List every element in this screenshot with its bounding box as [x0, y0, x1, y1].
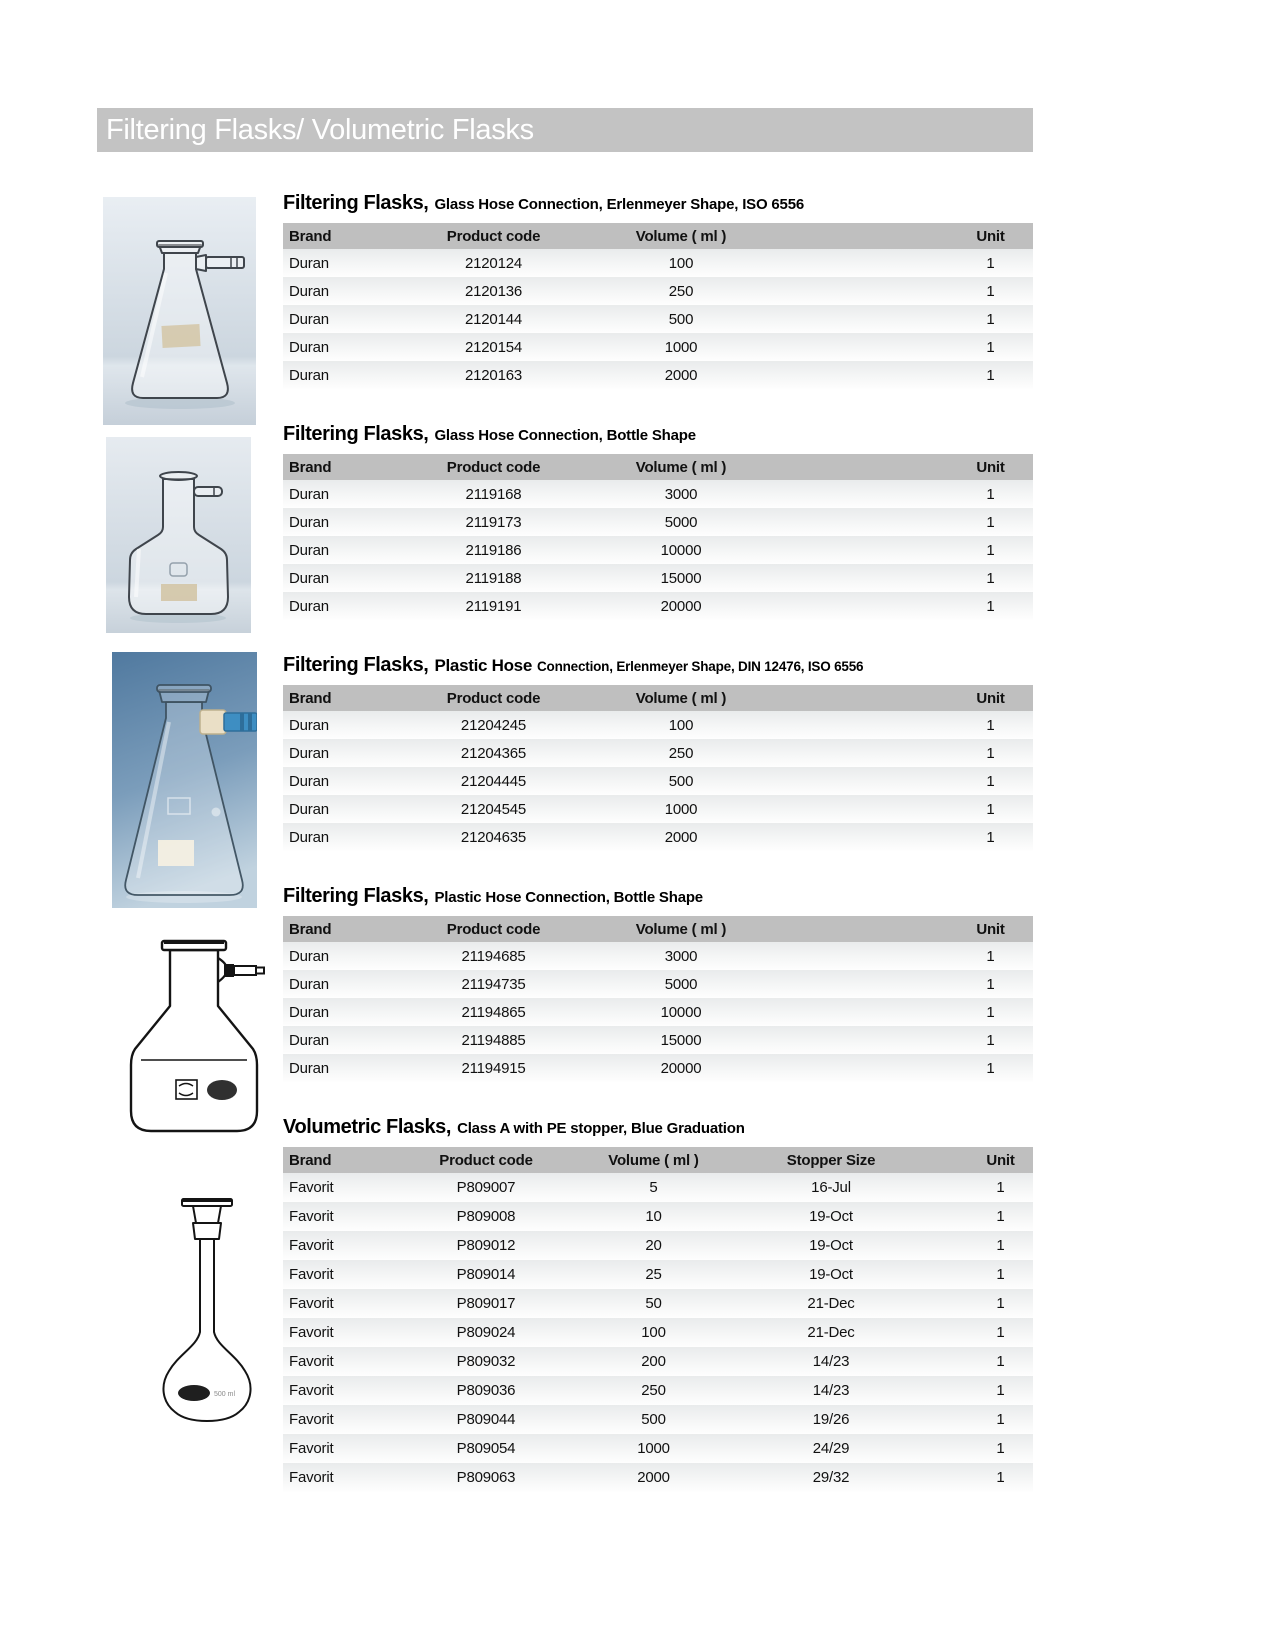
cell-spacer: [926, 1260, 968, 1289]
table-row: [283, 564, 1033, 592]
table-cell: 1: [948, 767, 1033, 795]
table-cell: Duran: [283, 942, 401, 970]
section-heading-main: Filtering Flasks,: [283, 192, 429, 214]
column-header: Brand: [283, 454, 401, 480]
table-cell: Duran: [283, 998, 401, 1026]
section-heading-sub: Plastic Hose Connection, Bottle Shape: [434, 889, 703, 906]
table-cell: 1000: [586, 795, 776, 823]
table-cell: 2000: [571, 1463, 736, 1492]
table-cell: Duran: [283, 305, 401, 333]
cell-spacer: [926, 1202, 968, 1231]
cell-spacer: [776, 1026, 948, 1054]
table-row: [283, 1289, 1033, 1318]
page-title: Filtering Flasks/ Volumetric Flasks: [106, 113, 534, 146]
section-heading-mid: Plastic Hose: [434, 656, 532, 675]
column-header: Product code: [401, 1147, 571, 1173]
table-row: [283, 970, 1033, 998]
table-row: [283, 1173, 1033, 1202]
table-cell: 21204245: [401, 711, 586, 739]
table-cell: Duran: [283, 711, 401, 739]
table-header-row: [283, 1147, 1033, 1173]
table-cell: 21194685: [401, 942, 586, 970]
column-header: Volume ( ml ): [586, 454, 776, 480]
table-cell: 24/29: [736, 1434, 926, 1463]
table-row: [283, 998, 1033, 1026]
table-cell: 25: [571, 1260, 736, 1289]
table-cell: 1: [968, 1376, 1033, 1405]
table-header-row: [283, 916, 1033, 942]
table-cell: 1: [948, 480, 1033, 508]
column-header: Volume ( ml ): [571, 1147, 736, 1173]
table-cell: P809054: [401, 1434, 571, 1463]
flask-label: [161, 324, 200, 348]
table-cell: Duran: [283, 361, 401, 389]
table-cell: P809024: [401, 1318, 571, 1347]
table-cell: 19-Oct: [736, 1231, 926, 1260]
section-heading-main: Volumetric Flasks,: [283, 1116, 452, 1138]
column-spacer: [776, 454, 948, 480]
table-cell: Duran: [283, 739, 401, 767]
table-cell: P809032: [401, 1347, 571, 1376]
column-header: Unit: [948, 454, 1033, 480]
cell-spacer: [776, 942, 948, 970]
table-cell: Duran: [283, 795, 401, 823]
cell-spacer: [926, 1347, 968, 1376]
table-cell: 3000: [586, 942, 776, 970]
flask-label: [158, 840, 194, 866]
cell-spacer: [926, 1289, 968, 1318]
section-heading: [283, 883, 1033, 910]
table-cell: 2120144: [401, 305, 586, 333]
table-cell: 15000: [586, 1026, 776, 1054]
section-heading: [283, 190, 1033, 217]
table-cell: P809008: [401, 1202, 571, 1231]
table-row: [283, 333, 1033, 361]
table-cell: 10: [571, 1202, 736, 1231]
table-cell: 1: [948, 739, 1033, 767]
table-cell: 1: [968, 1260, 1033, 1289]
cell-spacer: [926, 1318, 968, 1347]
table-cell: 29/32: [736, 1463, 926, 1492]
cell-spacer: [926, 1405, 968, 1434]
cell-spacer: [776, 333, 948, 361]
table-cell: 500: [586, 305, 776, 333]
volumetric-flask-drawing: [148, 1192, 266, 1427]
table-cell: 1000: [586, 333, 776, 361]
filtering-flask-glass-erlenmeyer-photo: [103, 197, 256, 425]
table-cell: 1: [948, 998, 1033, 1026]
cell-spacer: [776, 795, 948, 823]
hose-barb-ridge: [248, 713, 252, 731]
table-header-row: [283, 685, 1033, 711]
table-row: [283, 942, 1033, 970]
table-cell: 1: [968, 1434, 1033, 1463]
table-cell: 1: [948, 564, 1033, 592]
table-cell: P809012: [401, 1231, 571, 1260]
table-cell: 2000: [586, 823, 776, 851]
table-cell: Favorit: [283, 1434, 401, 1463]
table-cell: Duran: [283, 970, 401, 998]
table-cell: 1: [948, 333, 1033, 361]
cell-spacer: [776, 739, 948, 767]
table-cell: P809017: [401, 1289, 571, 1318]
glass-hose-arm: [206, 257, 244, 268]
table-row: [283, 1463, 1033, 1492]
table-cell: Favorit: [283, 1202, 401, 1231]
pe-stopper-stem: [193, 1206, 221, 1223]
table-cell: 2120136: [401, 277, 586, 305]
table-cell: 19-Oct: [736, 1260, 926, 1289]
table-row: [283, 1231, 1033, 1260]
oval-logo-mark: [207, 1080, 237, 1100]
table-cell: 1: [948, 1054, 1033, 1082]
table-cell: Duran: [283, 480, 401, 508]
section-heading-sub: Glass Hose Connection, Bottle Shape: [434, 427, 696, 444]
table-header-row: [283, 454, 1033, 480]
table-cell: 1: [948, 305, 1033, 333]
table-cell: Duran: [283, 249, 401, 277]
cell-spacer: [776, 305, 948, 333]
table-cell: 2120163: [401, 361, 586, 389]
cell-spacer: [776, 592, 948, 620]
table-cell: 20: [571, 1231, 736, 1260]
table-cell: 250: [586, 739, 776, 767]
table-cell: 2119186: [401, 536, 586, 564]
cell-spacer: [776, 711, 948, 739]
table-row: [283, 795, 1033, 823]
table-cell: 21194885: [401, 1026, 586, 1054]
volume-label-text: 500 ml: [214, 1391, 236, 1398]
table-cell: P809014: [401, 1260, 571, 1289]
table-cell: 1: [948, 942, 1033, 970]
section-heading-sub: Glass Hose Connection, Erlenmeyer Shape, ISO 6556: [434, 196, 804, 213]
column-header: Stopper Size: [736, 1147, 926, 1173]
table-cell: Favorit: [283, 1347, 401, 1376]
section-heading: [283, 652, 1033, 679]
table-cell: 1: [948, 970, 1033, 998]
table-row: [283, 305, 1033, 333]
table-row: [283, 1347, 1033, 1376]
table-cell: 1: [968, 1405, 1033, 1434]
table-row: [283, 277, 1033, 305]
table-row: [283, 1054, 1033, 1082]
cell-spacer: [776, 998, 948, 1026]
table-row: [283, 1318, 1033, 1347]
table-cell: 5000: [586, 970, 776, 998]
cell-spacer: [926, 1231, 968, 1260]
table-cell: 1: [948, 823, 1033, 851]
connector-nut: [224, 964, 234, 977]
table-cell: Favorit: [283, 1463, 401, 1492]
volume-label-oval: [178, 1385, 210, 1401]
cell-spacer: [776, 564, 948, 592]
table-cell: Duran: [283, 823, 401, 851]
filtering-flask-plastic-bottle-drawing: [120, 932, 268, 1137]
table-cell: 21204445: [401, 767, 586, 795]
cell-spacer: [776, 249, 948, 277]
connector-nut: [200, 710, 226, 734]
product-section: [283, 1114, 1033, 1492]
sections-container: [283, 190, 1033, 1524]
product-section: [283, 190, 1033, 389]
table-cell: 1: [968, 1173, 1033, 1202]
table-cell: 1: [948, 508, 1033, 536]
table-cell: Duran: [283, 536, 401, 564]
column-header: Product code: [401, 454, 586, 480]
cell-spacer: [776, 970, 948, 998]
table-cell: Duran: [283, 333, 401, 361]
cell-spacer: [776, 1054, 948, 1082]
section-heading-sub: Connection, Erlenmeyer Shape, DIN 12476, ISO 6556: [536, 659, 864, 674]
table-cell: 1: [948, 277, 1033, 305]
table-cell: 10000: [586, 998, 776, 1026]
table-cell: 500: [586, 767, 776, 795]
table-cell: Favorit: [283, 1231, 401, 1260]
column-header: Brand: [283, 223, 401, 249]
cell-spacer: [776, 823, 948, 851]
cell-spacer: [926, 1463, 968, 1492]
product-table: [283, 685, 1033, 851]
table-cell: 100: [571, 1318, 736, 1347]
column-spacer: [776, 223, 948, 249]
column-header: Unit: [948, 223, 1033, 249]
table-cell: 1: [968, 1202, 1033, 1231]
table-row: [283, 1434, 1033, 1463]
column-header: Brand: [283, 916, 401, 942]
column-header: Unit: [948, 685, 1033, 711]
table-cell: 2119191: [401, 592, 586, 620]
table-row: [283, 1376, 1033, 1405]
table-cell: 1: [968, 1231, 1033, 1260]
table-cell: 50: [571, 1289, 736, 1318]
table-cell: Favorit: [283, 1376, 401, 1405]
table-cell: 2119173: [401, 508, 586, 536]
table-cell: 21204365: [401, 739, 586, 767]
table-cell: P809044: [401, 1405, 571, 1434]
table-row: [283, 1202, 1033, 1231]
column-spacer: [776, 916, 948, 942]
table-row: [283, 1260, 1033, 1289]
table-cell: 100: [586, 249, 776, 277]
table-cell: 250: [586, 277, 776, 305]
product-section: [283, 883, 1033, 1082]
table-cell: 21194865: [401, 998, 586, 1026]
table-cell: 21-Dec: [736, 1318, 926, 1347]
table-cell: P809036: [401, 1376, 571, 1405]
column-spacer: [776, 685, 948, 711]
table-row: [283, 536, 1033, 564]
section-heading-main: Filtering Flasks,: [283, 654, 429, 676]
table-cell: 1000: [571, 1434, 736, 1463]
cell-spacer: [926, 1434, 968, 1463]
table-cell: 1: [948, 1026, 1033, 1054]
table-cell: 1: [948, 795, 1033, 823]
table-cell: 1: [968, 1289, 1033, 1318]
column-header: Product code: [401, 685, 586, 711]
table-cell: Duran: [283, 592, 401, 620]
cell-spacer: [776, 480, 948, 508]
section-heading-sub: Class A with PE stopper, Blue Graduation: [457, 1120, 745, 1137]
hose-barb-ridge: [240, 713, 244, 731]
table-cell: 1: [948, 536, 1033, 564]
table-cell: 10000: [586, 536, 776, 564]
section-heading-main: Filtering Flasks,: [283, 885, 429, 907]
table-cell: 20000: [586, 592, 776, 620]
product-table: [283, 223, 1033, 389]
cell-spacer: [776, 277, 948, 305]
table-row: [283, 508, 1033, 536]
table-cell: Favorit: [283, 1173, 401, 1202]
table-cell: 1: [948, 592, 1033, 620]
table-cell: Duran: [283, 508, 401, 536]
table-cell: Favorit: [283, 1318, 401, 1347]
cell-spacer: [776, 767, 948, 795]
table-cell: 2119188: [401, 564, 586, 592]
table-row: [283, 767, 1033, 795]
table-cell: 20000: [586, 1054, 776, 1082]
table-row: [283, 1405, 1033, 1434]
table-row: [283, 361, 1033, 389]
table-cell: 3000: [586, 480, 776, 508]
table-cell: 1: [948, 249, 1033, 277]
cell-spacer: [776, 536, 948, 564]
product-section: [283, 421, 1033, 620]
column-header: Product code: [401, 223, 586, 249]
table-cell: 1: [968, 1347, 1033, 1376]
table-cell: 19-Oct: [736, 1202, 926, 1231]
table-cell: Favorit: [283, 1405, 401, 1434]
column-header: Volume ( ml ): [586, 685, 776, 711]
table-cell: Duran: [283, 767, 401, 795]
table-cell: 1: [948, 361, 1033, 389]
section-heading: [283, 421, 1033, 448]
column-header: Unit: [968, 1147, 1033, 1173]
ground-joint: [193, 1223, 221, 1239]
cell-spacer: [926, 1173, 968, 1202]
filtering-flask-glass-bottle-photo: [106, 437, 251, 633]
table-cell: 14/23: [736, 1347, 926, 1376]
table-cell: 200: [571, 1347, 736, 1376]
table-cell: 2000: [586, 361, 776, 389]
table-cell: 1: [968, 1318, 1033, 1347]
table-row: [283, 1026, 1033, 1054]
table-cell: 15000: [586, 564, 776, 592]
column-spacer: [926, 1147, 968, 1173]
table-cell: 19/26: [736, 1405, 926, 1434]
table-cell: 5000: [586, 508, 776, 536]
table-cell: Duran: [283, 277, 401, 305]
table-cell: 100: [586, 711, 776, 739]
table-cell: 14/23: [736, 1376, 926, 1405]
hose-arm-joint: [196, 255, 206, 271]
table-row: [283, 739, 1033, 767]
column-header: Unit: [948, 916, 1033, 942]
product-section: [283, 652, 1033, 851]
table-header-row: [283, 223, 1033, 249]
column-header: Product code: [401, 916, 586, 942]
column-header: Volume ( ml ): [586, 223, 776, 249]
table-cell: Duran: [283, 1054, 401, 1082]
table-cell: 2120154: [401, 333, 586, 361]
table-cell: Favorit: [283, 1289, 401, 1318]
cell-spacer: [776, 508, 948, 536]
table-row: [283, 711, 1033, 739]
table-cell: Duran: [283, 564, 401, 592]
table-cell: 250: [571, 1376, 736, 1405]
table-row: [283, 480, 1033, 508]
table-cell: P809063: [401, 1463, 571, 1492]
table-row: [283, 823, 1033, 851]
table-cell: 500: [571, 1405, 736, 1434]
table-cell: 21-Dec: [736, 1289, 926, 1318]
table-cell: 2119168: [401, 480, 586, 508]
table-row: [283, 249, 1033, 277]
table-cell: 1: [948, 711, 1033, 739]
product-table: [283, 1147, 1033, 1492]
table-cell: Favorit: [283, 1260, 401, 1289]
cell-spacer: [926, 1376, 968, 1405]
table-cell: 21204545: [401, 795, 586, 823]
column-header: Brand: [283, 685, 401, 711]
section-heading-main: Filtering Flasks,: [283, 423, 429, 445]
column-header: Brand: [283, 1147, 401, 1173]
table-cell: 21204635: [401, 823, 586, 851]
table-cell: Duran: [283, 1026, 401, 1054]
hose-barb-tube: [234, 966, 256, 975]
table-cell: 21194735: [401, 970, 586, 998]
table-cell: 5: [571, 1173, 736, 1202]
table-cell: 16-Jul: [736, 1173, 926, 1202]
product-table: [283, 916, 1033, 1082]
product-table: [283, 454, 1033, 620]
cell-spacer: [776, 361, 948, 389]
table-cell: 21194915: [401, 1054, 586, 1082]
printed-mark: [212, 808, 221, 817]
table-cell: P809007: [401, 1173, 571, 1202]
page-title-banner: [97, 108, 1033, 152]
filtering-flask-plastic-erlenmeyer-photo: [112, 652, 257, 908]
glass-hose-arm: [194, 487, 222, 496]
table-cell: 1: [968, 1463, 1033, 1492]
table-row: [283, 592, 1033, 620]
hose-barb-tip: [256, 968, 264, 974]
flask-label: [161, 584, 197, 601]
table-cell: 2120124: [401, 249, 586, 277]
column-header: Volume ( ml ): [586, 916, 776, 942]
section-heading: [283, 1114, 1033, 1141]
